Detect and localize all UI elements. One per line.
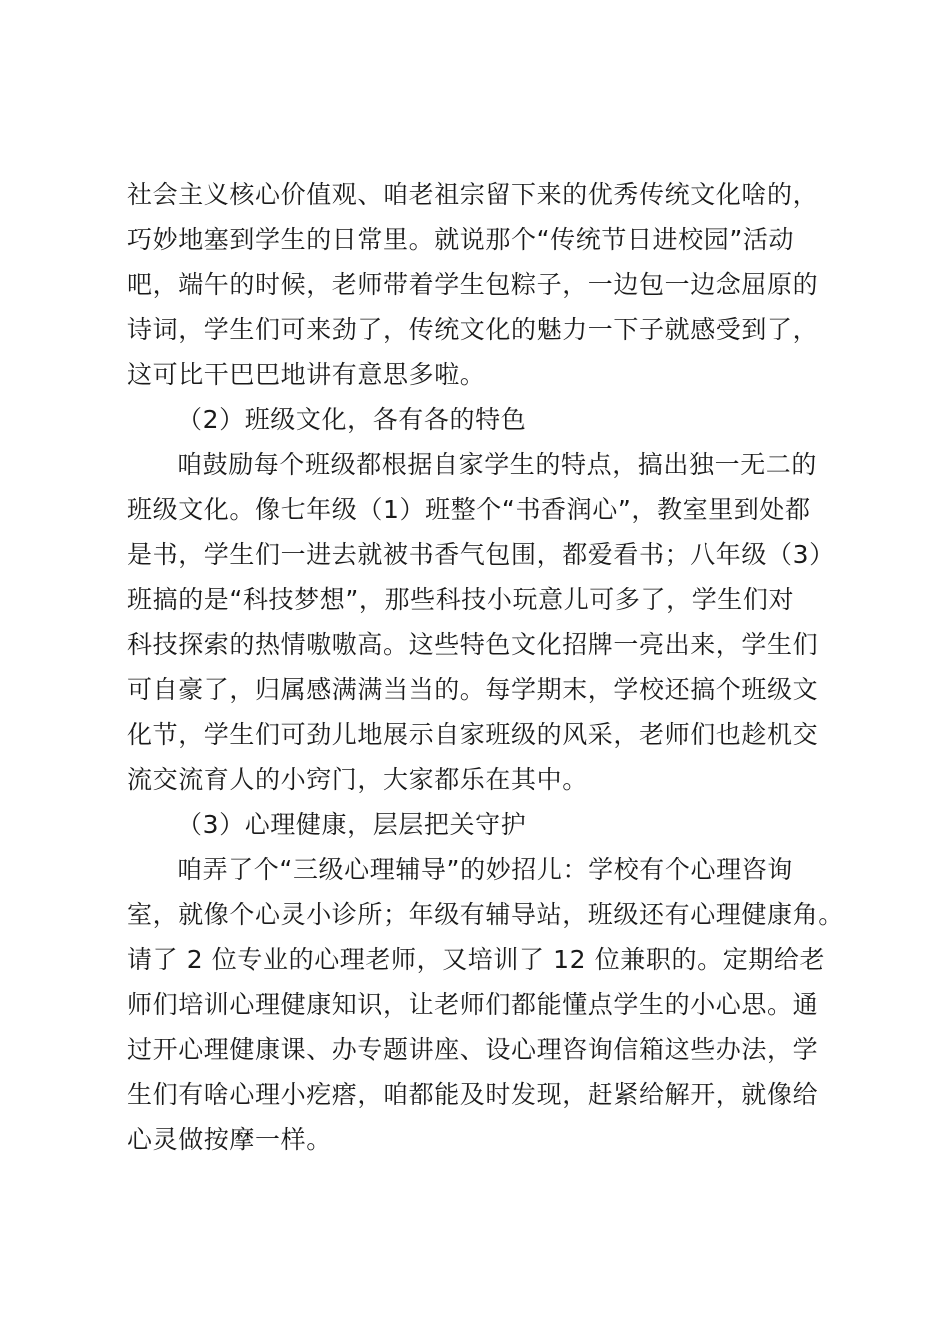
paragraph-line: 可自豪了，归属感满满当当的。每学期末，学校还搞个班级文 — [127, 675, 819, 704]
paragraph-line: 咱弄了个“三级心理辅导”的妙招儿：学校有个心理咨询 — [177, 855, 793, 884]
paragraph-line: 过开心理健康课、办专题讲座、设心理咨询信箱这些办法，学 — [127, 1035, 819, 1064]
paragraph-line: 巧妙地塞到学生的日常里。就说那个“传统节日进校园”活动 — [127, 225, 795, 254]
section-heading: （3）心理健康，层层把关守护 — [177, 810, 527, 839]
document-body — [127, 172, 844, 1162]
paragraph-line: 室，就像个心灵小诊所；年级有辅导站，班级还有心理健康角。 — [127, 900, 844, 929]
paragraph-line: 班搞的是“科技梦想”，那些科技小玩意儿可多了，学生们对 — [127, 585, 795, 614]
paragraph-line: 是书，学生们一进去就被书香气包围，都爱看书；八年级（3） — [127, 540, 835, 569]
paragraph-line: 生们有啥心理小疙瘩，咱都能及时发现，赶紧给解开，就像给 — [127, 1080, 819, 1109]
paragraph-line: 师们培训心理健康知识，让老师们都能懂点学生的小心思。通 — [127, 990, 819, 1019]
paragraph-line: 心灵做按摩一样。 — [127, 1125, 332, 1154]
paragraph-line: 这可比干巴巴地讲有意思多啦。 — [127, 360, 486, 389]
paragraph-line: 请了 2 位专业的心理老师，又培训了 12 位兼职的。定期给老 — [127, 945, 826, 974]
paragraph-line: 科技探索的热情嗷嗷高。这些特色文化招牌一亮出来，学生们 — [127, 630, 819, 659]
paragraph-line: 化节，学生们可劲儿地展示自家班级的风采，老师们也趁机交 — [127, 720, 819, 749]
paragraph-line: 诗词，学生们可来劲了，传统文化的魅力一下子就感受到了， — [127, 315, 819, 344]
paragraph-line: 流交流育人的小窍门，大家都乐在其中。 — [127, 765, 588, 794]
paragraph-line: 吧，端午的时候，老师带着学生包粽子，一边包一边念屈原的 — [127, 270, 819, 299]
paragraph-line: 社会主义核心价值观、咱老祖宗留下来的优秀传统文化啥的， — [127, 180, 819, 209]
section-heading: （2）班级文化，各有各的特色 — [177, 405, 527, 434]
paragraph-line: 班级文化。像七年级（1）班整个“书香润心”，教室里到处都 — [127, 495, 811, 524]
paragraph-line: 咱鼓励每个班级都根据自家学生的特点，搞出独一无二的 — [177, 450, 818, 479]
